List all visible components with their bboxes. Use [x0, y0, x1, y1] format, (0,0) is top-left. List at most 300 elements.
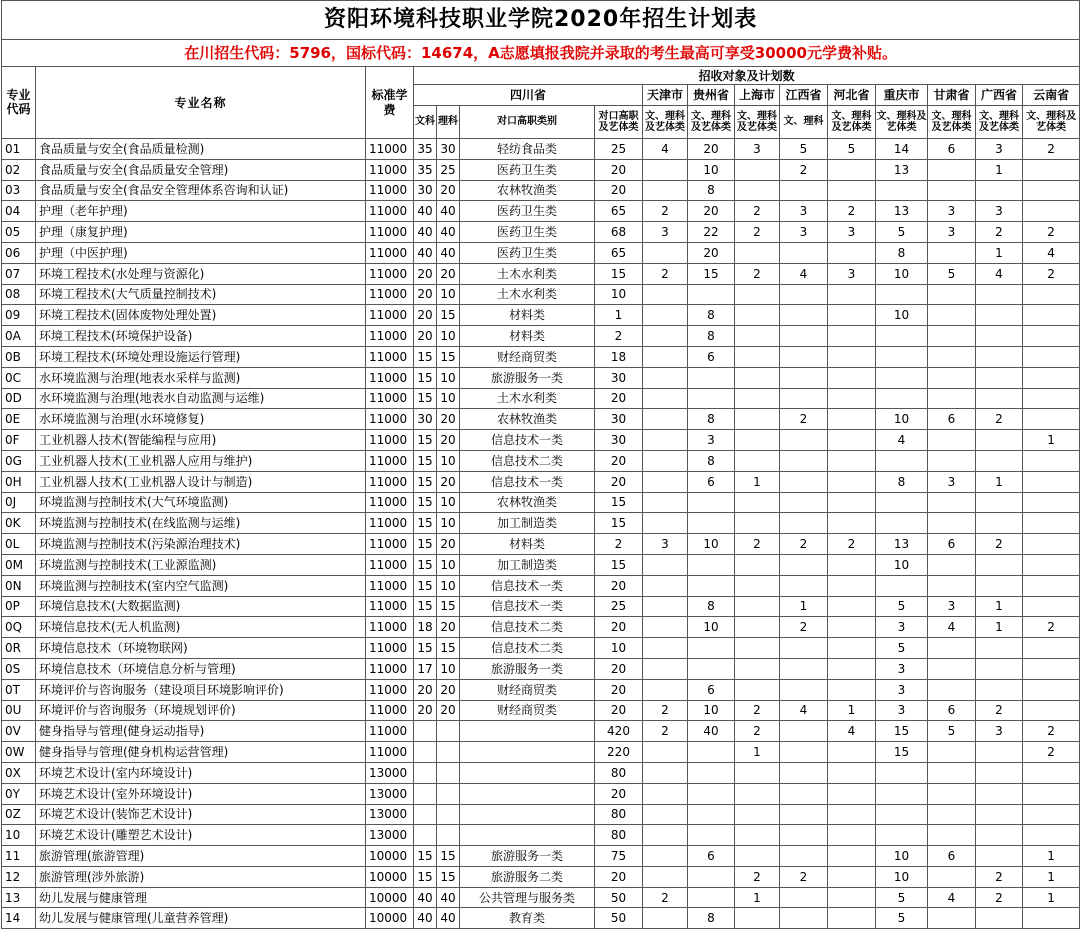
cell-name: 环境信息技术（环境物联网)	[36, 638, 366, 659]
cell-like: 15	[437, 305, 460, 326]
cell-gansu	[928, 367, 976, 388]
table-row	[2, 346, 1080, 367]
table-row	[2, 326, 1080, 347]
cell-shanghai: 1	[735, 471, 780, 492]
cell-gansu: 4	[928, 617, 976, 638]
cell-code: 0J	[2, 492, 36, 513]
cell-name: 环境监测与控制技术(工业源监测)	[36, 554, 366, 575]
cell-category: 材料类	[460, 305, 595, 326]
table-row	[2, 180, 1080, 201]
cell-wenke: 15	[414, 492, 437, 513]
cell-gansu	[928, 346, 976, 367]
cell-yunnan	[1023, 159, 1080, 180]
cell-jiangxi: 3	[780, 222, 828, 243]
table-row	[2, 450, 1080, 471]
province-header: 上海市	[735, 85, 780, 106]
cell-like: 10	[437, 326, 460, 347]
cell-shanghai: 2	[735, 700, 780, 721]
cell-tianjin	[643, 305, 688, 326]
cell-fee: 11000	[366, 575, 414, 596]
cell-yunnan	[1023, 388, 1080, 409]
category-header: 对口高职类别	[460, 106, 595, 139]
fee-header: 标准学费	[366, 67, 414, 139]
cell-guizhou	[688, 513, 735, 534]
cell-hebei: 5	[828, 139, 876, 160]
cell-jiangxi: 2	[780, 159, 828, 180]
cell-tianjin	[643, 284, 688, 305]
cell-hebei	[828, 658, 876, 679]
cell-guangxi: 4	[976, 263, 1023, 284]
cell-wenke: 40	[414, 201, 437, 222]
cell-chongqing: 15	[876, 721, 928, 742]
cell-gansu: 5	[928, 721, 976, 742]
page-title: 资阳环境科技职业学院2020年招生计划表	[2, 1, 1080, 40]
cell-guangxi	[976, 430, 1023, 451]
cell-yunnan	[1023, 762, 1080, 783]
cell-code: 14	[2, 908, 36, 929]
cell-duikou: 25	[595, 139, 643, 160]
cell-category: 信息技术二类	[460, 450, 595, 471]
cell-duikou: 80	[595, 762, 643, 783]
cell-tianjin	[643, 513, 688, 534]
cell-code: 0F	[2, 430, 36, 451]
cell-wenke: 40	[414, 222, 437, 243]
cell-yunnan: 1	[1023, 887, 1080, 908]
table-row	[2, 492, 1080, 513]
cell-guangxi	[976, 804, 1023, 825]
cell-shanghai: 3	[735, 139, 780, 160]
cell-wenke: 15	[414, 367, 437, 388]
table-row	[2, 305, 1080, 326]
cell-category: 土木水利类	[460, 388, 595, 409]
cell-code: 03	[2, 180, 36, 201]
cell-yunnan: 2	[1023, 721, 1080, 742]
cell-code: 04	[2, 201, 36, 222]
cell-shanghai: 2	[735, 222, 780, 243]
cell-hebei	[828, 284, 876, 305]
table-row	[2, 409, 1080, 430]
cell-code: 01	[2, 139, 36, 160]
cell-hebei	[828, 430, 876, 451]
cell-code: 0X	[2, 762, 36, 783]
cell-guangxi	[976, 908, 1023, 929]
cell-hebei	[828, 388, 876, 409]
cell-yunnan	[1023, 471, 1080, 492]
cell-guizhou: 10	[688, 617, 735, 638]
cell-like: 10	[437, 658, 460, 679]
cell-yunnan	[1023, 575, 1080, 596]
cell-gansu	[928, 326, 976, 347]
cell-tianjin: 4	[643, 139, 688, 160]
cell-tianjin: 3	[643, 534, 688, 555]
cell-fee: 11000	[366, 409, 414, 430]
cell-fee: 10000	[366, 908, 414, 929]
cell-wenke: 15	[414, 450, 437, 471]
cell-like	[437, 742, 460, 763]
cell-shanghai	[735, 159, 780, 180]
cell-duikou: 10	[595, 638, 643, 659]
cell-like: 20	[437, 700, 460, 721]
cell-guizhou	[688, 658, 735, 679]
cell-fee: 11000	[366, 679, 414, 700]
cell-wenke: 30	[414, 409, 437, 430]
cell-chongqing: 8	[876, 471, 928, 492]
cell-chongqing: 14	[876, 139, 928, 160]
cell-tianjin	[643, 679, 688, 700]
cell-fee: 13000	[366, 825, 414, 846]
cell-gansu	[928, 908, 976, 929]
cell-tianjin	[643, 742, 688, 763]
cell-fee: 11000	[366, 430, 414, 451]
cell-jiangxi	[780, 575, 828, 596]
cell-yunnan	[1023, 825, 1080, 846]
cell-jiangxi	[780, 554, 828, 575]
cell-duikou: 50	[595, 887, 643, 908]
cell-wenke: 18	[414, 617, 437, 638]
cell-duikou: 20	[595, 658, 643, 679]
cell-tianjin	[643, 658, 688, 679]
cell-name: 环境监测与控制技术(室内空气监测)	[36, 575, 366, 596]
cell-chongqing	[876, 492, 928, 513]
province-header: 重庆市	[876, 85, 928, 106]
cell-fee: 11000	[366, 742, 414, 763]
table-row	[2, 201, 1080, 222]
table-row	[2, 139, 1080, 160]
cell-hebei: 2	[828, 534, 876, 555]
cell-like	[437, 721, 460, 742]
duikou-header: 对口高职及艺体类	[595, 106, 643, 139]
cell-jiangxi	[780, 180, 828, 201]
cell-gansu	[928, 430, 976, 451]
province-header: 河北省	[828, 85, 876, 106]
cell-tianjin	[643, 471, 688, 492]
cell-like: 40	[437, 201, 460, 222]
cell-guizhou	[688, 284, 735, 305]
cell-hebei: 3	[828, 222, 876, 243]
cell-name: 食品质量与安全(食品质量检测)	[36, 139, 366, 160]
cell-gansu: 3	[928, 201, 976, 222]
cell-hebei: 4	[828, 721, 876, 742]
cell-code: 09	[2, 305, 36, 326]
cell-chongqing: 5	[876, 596, 928, 617]
cell-name: 环境信息技术(大数据监测)	[36, 596, 366, 617]
cell-guizhou: 40	[688, 721, 735, 742]
cell-gansu	[928, 804, 976, 825]
cell-hebei: 3	[828, 263, 876, 284]
cell-wenke: 15	[414, 638, 437, 659]
cell-duikou: 30	[595, 367, 643, 388]
cell-hebei	[828, 326, 876, 347]
cell-duikou: 68	[595, 222, 643, 243]
cell-wenke: 20	[414, 263, 437, 284]
cell-name: 环境监测与控制技术(在线监测与运维)	[36, 513, 366, 534]
cell-guangxi	[976, 783, 1023, 804]
cell-guangxi: 2	[976, 409, 1023, 430]
cell-fee: 11000	[366, 513, 414, 534]
cell-hebei	[828, 471, 876, 492]
cell-chongqing	[876, 762, 928, 783]
cell-code: 08	[2, 284, 36, 305]
cell-code: 13	[2, 887, 36, 908]
cell-fee: 11000	[366, 450, 414, 471]
cell-jiangxi	[780, 388, 828, 409]
cell-wenke: 15	[414, 575, 437, 596]
cell-yunnan	[1023, 700, 1080, 721]
cell-fee: 11000	[366, 159, 414, 180]
cell-name: 环境工程技术(固体废物处理处置)	[36, 305, 366, 326]
cell-gansu: 4	[928, 887, 976, 908]
cell-name: 环境艺术设计(室外环境设计)	[36, 783, 366, 804]
cell-chongqing	[876, 346, 928, 367]
cell-gansu	[928, 783, 976, 804]
cell-chongqing	[876, 513, 928, 534]
cell-category	[460, 742, 595, 763]
code-header: 专业代码	[2, 67, 36, 139]
province-header: 甘肃省	[928, 85, 976, 106]
cell-tianjin	[643, 409, 688, 430]
cell-category: 财经商贸类	[460, 700, 595, 721]
cell-shanghai	[735, 638, 780, 659]
cell-guizhou: 8	[688, 305, 735, 326]
cell-category: 医药卫生类	[460, 242, 595, 263]
cell-tianjin	[643, 638, 688, 659]
cell-guangxi: 1	[976, 242, 1023, 263]
cell-tianjin	[643, 783, 688, 804]
cell-code: 0M	[2, 554, 36, 575]
cell-category: 土木水利类	[460, 263, 595, 284]
cell-code: 0H	[2, 471, 36, 492]
cell-fee: 11000	[366, 284, 414, 305]
cell-chongqing: 10	[876, 554, 928, 575]
cell-name: 环境监测与控制技术(污染源治理技术)	[36, 534, 366, 555]
cell-guangxi	[976, 284, 1023, 305]
cell-jiangxi	[780, 284, 828, 305]
cell-yunnan	[1023, 534, 1080, 555]
province-subheader: 文、理科及艺体类	[735, 106, 780, 139]
cell-fee: 11000	[366, 596, 414, 617]
cell-name: 环境信息技术(无人机监测)	[36, 617, 366, 638]
cell-category: 信息技术一类	[460, 430, 595, 451]
cell-fee: 11000	[366, 721, 414, 742]
cell-gansu	[928, 180, 976, 201]
cell-jiangxi	[780, 658, 828, 679]
cell-guangxi	[976, 825, 1023, 846]
cell-guizhou	[688, 638, 735, 659]
cell-wenke: 20	[414, 305, 437, 326]
cell-name: 水环境监测与治理(水环境修复)	[36, 409, 366, 430]
cell-guangxi: 1	[976, 471, 1023, 492]
cell-name: 食品质量与安全(食品安全管理体系咨询和认证)	[36, 180, 366, 201]
cell-yunnan	[1023, 450, 1080, 471]
cell-hebei	[828, 554, 876, 575]
table-row	[2, 700, 1080, 721]
province-header: 云南省	[1023, 85, 1080, 106]
cell-guangxi: 1	[976, 617, 1023, 638]
cell-tianjin	[643, 346, 688, 367]
cell-wenke: 20	[414, 326, 437, 347]
cell-chongqing: 3	[876, 700, 928, 721]
cell-shanghai	[735, 658, 780, 679]
cell-tianjin	[643, 326, 688, 347]
cell-shanghai: 2	[735, 721, 780, 742]
cell-guizhou: 6	[688, 679, 735, 700]
cell-category: 轻纺食品类	[460, 139, 595, 160]
cell-jiangxi	[780, 825, 828, 846]
cell-duikou: 20	[595, 617, 643, 638]
cell-yunnan: 4	[1023, 242, 1080, 263]
cell-shanghai: 1	[735, 742, 780, 763]
cell-chongqing	[876, 388, 928, 409]
cell-hebei	[828, 846, 876, 867]
cell-yunnan	[1023, 638, 1080, 659]
cell-like: 40	[437, 887, 460, 908]
cell-name: 旅游管理(旅游管理)	[36, 846, 366, 867]
cell-jiangxi	[780, 492, 828, 513]
cell-shanghai	[735, 305, 780, 326]
cell-hebei	[828, 450, 876, 471]
cell-shanghai	[735, 804, 780, 825]
cell-hebei: 1	[828, 700, 876, 721]
cell-chongqing: 10	[876, 263, 928, 284]
cell-category: 加工制造类	[460, 513, 595, 534]
cell-duikou: 20	[595, 388, 643, 409]
table-row	[2, 866, 1080, 887]
cell-chongqing	[876, 284, 928, 305]
cell-gansu	[928, 575, 976, 596]
cell-like: 10	[437, 367, 460, 388]
cell-guizhou: 8	[688, 450, 735, 471]
cell-hebei	[828, 492, 876, 513]
cell-name: 环境艺术设计(室内环境设计)	[36, 762, 366, 783]
table-row	[2, 617, 1080, 638]
cell-shanghai	[735, 388, 780, 409]
cell-fee: 13000	[366, 804, 414, 825]
cell-like: 20	[437, 534, 460, 555]
cell-hebei	[828, 575, 876, 596]
cell-code: 0Q	[2, 617, 36, 638]
cell-fee: 11000	[366, 242, 414, 263]
cell-jiangxi	[780, 762, 828, 783]
cell-hebei	[828, 617, 876, 638]
cell-jiangxi	[780, 783, 828, 804]
cell-jiangxi	[780, 305, 828, 326]
cell-name: 护理（老年护理)	[36, 201, 366, 222]
cell-jiangxi: 2	[780, 866, 828, 887]
cell-wenke: 15	[414, 554, 437, 575]
cell-like: 15	[437, 638, 460, 659]
cell-hebei	[828, 180, 876, 201]
cell-wenke: 15	[414, 346, 437, 367]
cell-guizhou	[688, 492, 735, 513]
cell-gansu: 3	[928, 471, 976, 492]
cell-shanghai	[735, 617, 780, 638]
cell-code: 0E	[2, 409, 36, 430]
table-row	[2, 658, 1080, 679]
table-row	[2, 534, 1080, 555]
cell-jiangxi	[780, 742, 828, 763]
cell-tianjin: 2	[643, 263, 688, 284]
cell-like: 10	[437, 513, 460, 534]
cell-tianjin	[643, 762, 688, 783]
cell-name: 环境工程技术(环境保护设备)	[36, 326, 366, 347]
cell-duikou: 75	[595, 846, 643, 867]
cell-gansu	[928, 305, 976, 326]
cell-code: 12	[2, 866, 36, 887]
cell-hebei	[828, 346, 876, 367]
cell-fee: 11000	[366, 658, 414, 679]
subsidy-notice: 在川招生代码：5796，国标代码：14674，A志愿填报我院并录取的考生最高可享受30000元学费补贴。	[2, 40, 1080, 67]
cell-tianjin: 2	[643, 201, 688, 222]
cell-yunnan	[1023, 679, 1080, 700]
cell-fee: 11000	[366, 700, 414, 721]
province-subheader: 文、理科及艺体类	[828, 106, 876, 139]
cell-jiangxi	[780, 908, 828, 929]
cell-jiangxi: 4	[780, 263, 828, 284]
cell-like: 20	[437, 263, 460, 284]
cell-code: 0R	[2, 638, 36, 659]
cell-category: 公共管理与服务类	[460, 887, 595, 908]
cell-name: 环境艺术设计(装饰艺术设计)	[36, 804, 366, 825]
cell-jiangxi: 2	[780, 617, 828, 638]
cell-chongqing: 5	[876, 638, 928, 659]
cell-category	[460, 783, 595, 804]
cell-guangxi: 1	[976, 596, 1023, 617]
cell-guangxi	[976, 326, 1023, 347]
cell-gansu	[928, 388, 976, 409]
cell-fee: 11000	[366, 263, 414, 284]
cell-code: 11	[2, 846, 36, 867]
cell-guangxi	[976, 575, 1023, 596]
cell-guizhou: 3	[688, 430, 735, 451]
cell-like: 10	[437, 284, 460, 305]
cell-tianjin	[643, 430, 688, 451]
cell-gansu	[928, 492, 976, 513]
cell-fee: 11000	[366, 534, 414, 555]
cell-hebei	[828, 513, 876, 534]
table-row	[2, 222, 1080, 243]
cell-guangxi	[976, 388, 1023, 409]
cell-gansu	[928, 159, 976, 180]
cell-wenke: 15	[414, 513, 437, 534]
cell-shanghai	[735, 596, 780, 617]
cell-yunnan: 2	[1023, 263, 1080, 284]
cell-fee: 11000	[366, 492, 414, 513]
cell-hebei	[828, 367, 876, 388]
cell-duikou: 20	[595, 180, 643, 201]
cell-like: 25	[437, 159, 460, 180]
cell-gansu: 6	[928, 139, 976, 160]
cell-shanghai	[735, 346, 780, 367]
cell-guangxi	[976, 492, 1023, 513]
cell-tianjin: 2	[643, 887, 688, 908]
cell-wenke	[414, 742, 437, 763]
cell-yunnan	[1023, 409, 1080, 430]
cell-guizhou: 6	[688, 346, 735, 367]
cell-hebei	[828, 742, 876, 763]
cell-guizhou: 8	[688, 596, 735, 617]
cell-duikou: 15	[595, 263, 643, 284]
cell-fee: 10000	[366, 866, 414, 887]
cell-shanghai	[735, 825, 780, 846]
cell-gansu	[928, 866, 976, 887]
cell-hebei	[828, 762, 876, 783]
cell-guangxi	[976, 762, 1023, 783]
cell-shanghai	[735, 367, 780, 388]
cell-duikou: 65	[595, 242, 643, 263]
cell-duikou: 20	[595, 575, 643, 596]
cell-like: 40	[437, 242, 460, 263]
cell-tianjin	[643, 596, 688, 617]
